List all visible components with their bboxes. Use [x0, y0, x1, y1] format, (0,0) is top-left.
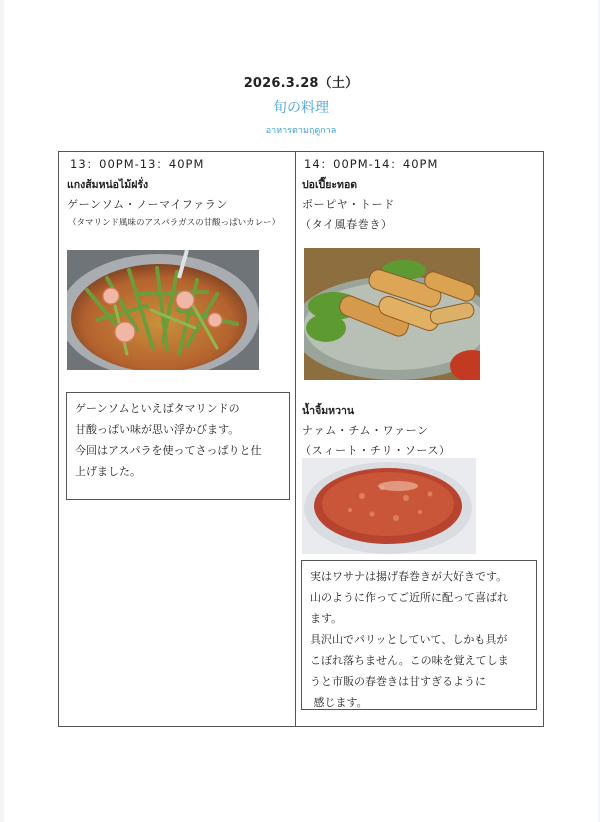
left-description-box: [66, 392, 290, 500]
chili-sauce-photo-icon: [302, 458, 476, 554]
right-dish2-thai-name: น้ำจิ้มหวาน: [302, 405, 355, 417]
left-dish-thai-name: แกงส้มหน่อไม้ฝรั่ง: [67, 179, 149, 191]
right-description-line: 具沢山でパリッとしていて、しかも具が: [310, 633, 508, 646]
menu-page: [4, 0, 598, 822]
right-description-box: [301, 560, 537, 710]
right-time-slot: 14：00PM-14：40PM: [304, 157, 439, 171]
right-description-line: ます。: [310, 612, 343, 625]
right-description-line: 山のように作ってご近所に配って喜ばれ: [310, 591, 508, 604]
event-date: 2026.3.28（土）: [243, 76, 359, 91]
curry-photo: [67, 250, 259, 370]
right-description-line: 実はワサナは揚げ春巻きが大好きです。: [310, 570, 508, 583]
right-dish1-japanese-name: ポーピヤ・トード: [302, 198, 395, 211]
right-dish1-thai-name: ปอเปี๊ยะทอด: [302, 179, 358, 191]
right-description-line: こぼれ落ちません。この味を覚えてしま: [310, 654, 509, 667]
left-dish-note: （タマリンド風味のアスパラガスの甘酸っぱいカレー）: [68, 218, 281, 228]
left-description-line: 今回はアスパラを使ってさっぱりと仕: [75, 444, 262, 457]
right-dish2-note: （スィート・チリ・ソース）: [300, 444, 451, 457]
menu-table: [58, 151, 544, 727]
column-divider: [295, 152, 296, 726]
left-description-line: 上げました。: [75, 465, 141, 478]
chili-sauce-photo: [302, 458, 476, 554]
right-description-line: 感じます。: [310, 696, 368, 709]
spring-roll-photo-icon: [304, 248, 480, 380]
spring-roll-photo: [304, 248, 480, 380]
curry-photo-icon: [67, 250, 259, 370]
right-description-line: うと市販の春巻きは甘すぎるように: [310, 675, 486, 688]
right-dish1-note: （タイ風春巻き）: [300, 218, 393, 231]
left-description-line: 甘酸っぱい味が思い浮かびます。: [75, 423, 240, 436]
left-description-line: ゲーンソムといえばタマリンドの: [75, 402, 240, 415]
page-header: [4, 72, 598, 137]
right-dish2-japanese-name: ナァム・チム・ワァーン: [302, 424, 429, 437]
left-dish-japanese-name: ゲーンソム・ノーマイファラン: [67, 198, 228, 211]
left-time-slot: 13：00PM-13：40PM: [70, 157, 205, 171]
page-subtitle: อาหารตามฤดูกาล: [265, 126, 337, 136]
page-title: 旬の料理: [273, 100, 329, 116]
